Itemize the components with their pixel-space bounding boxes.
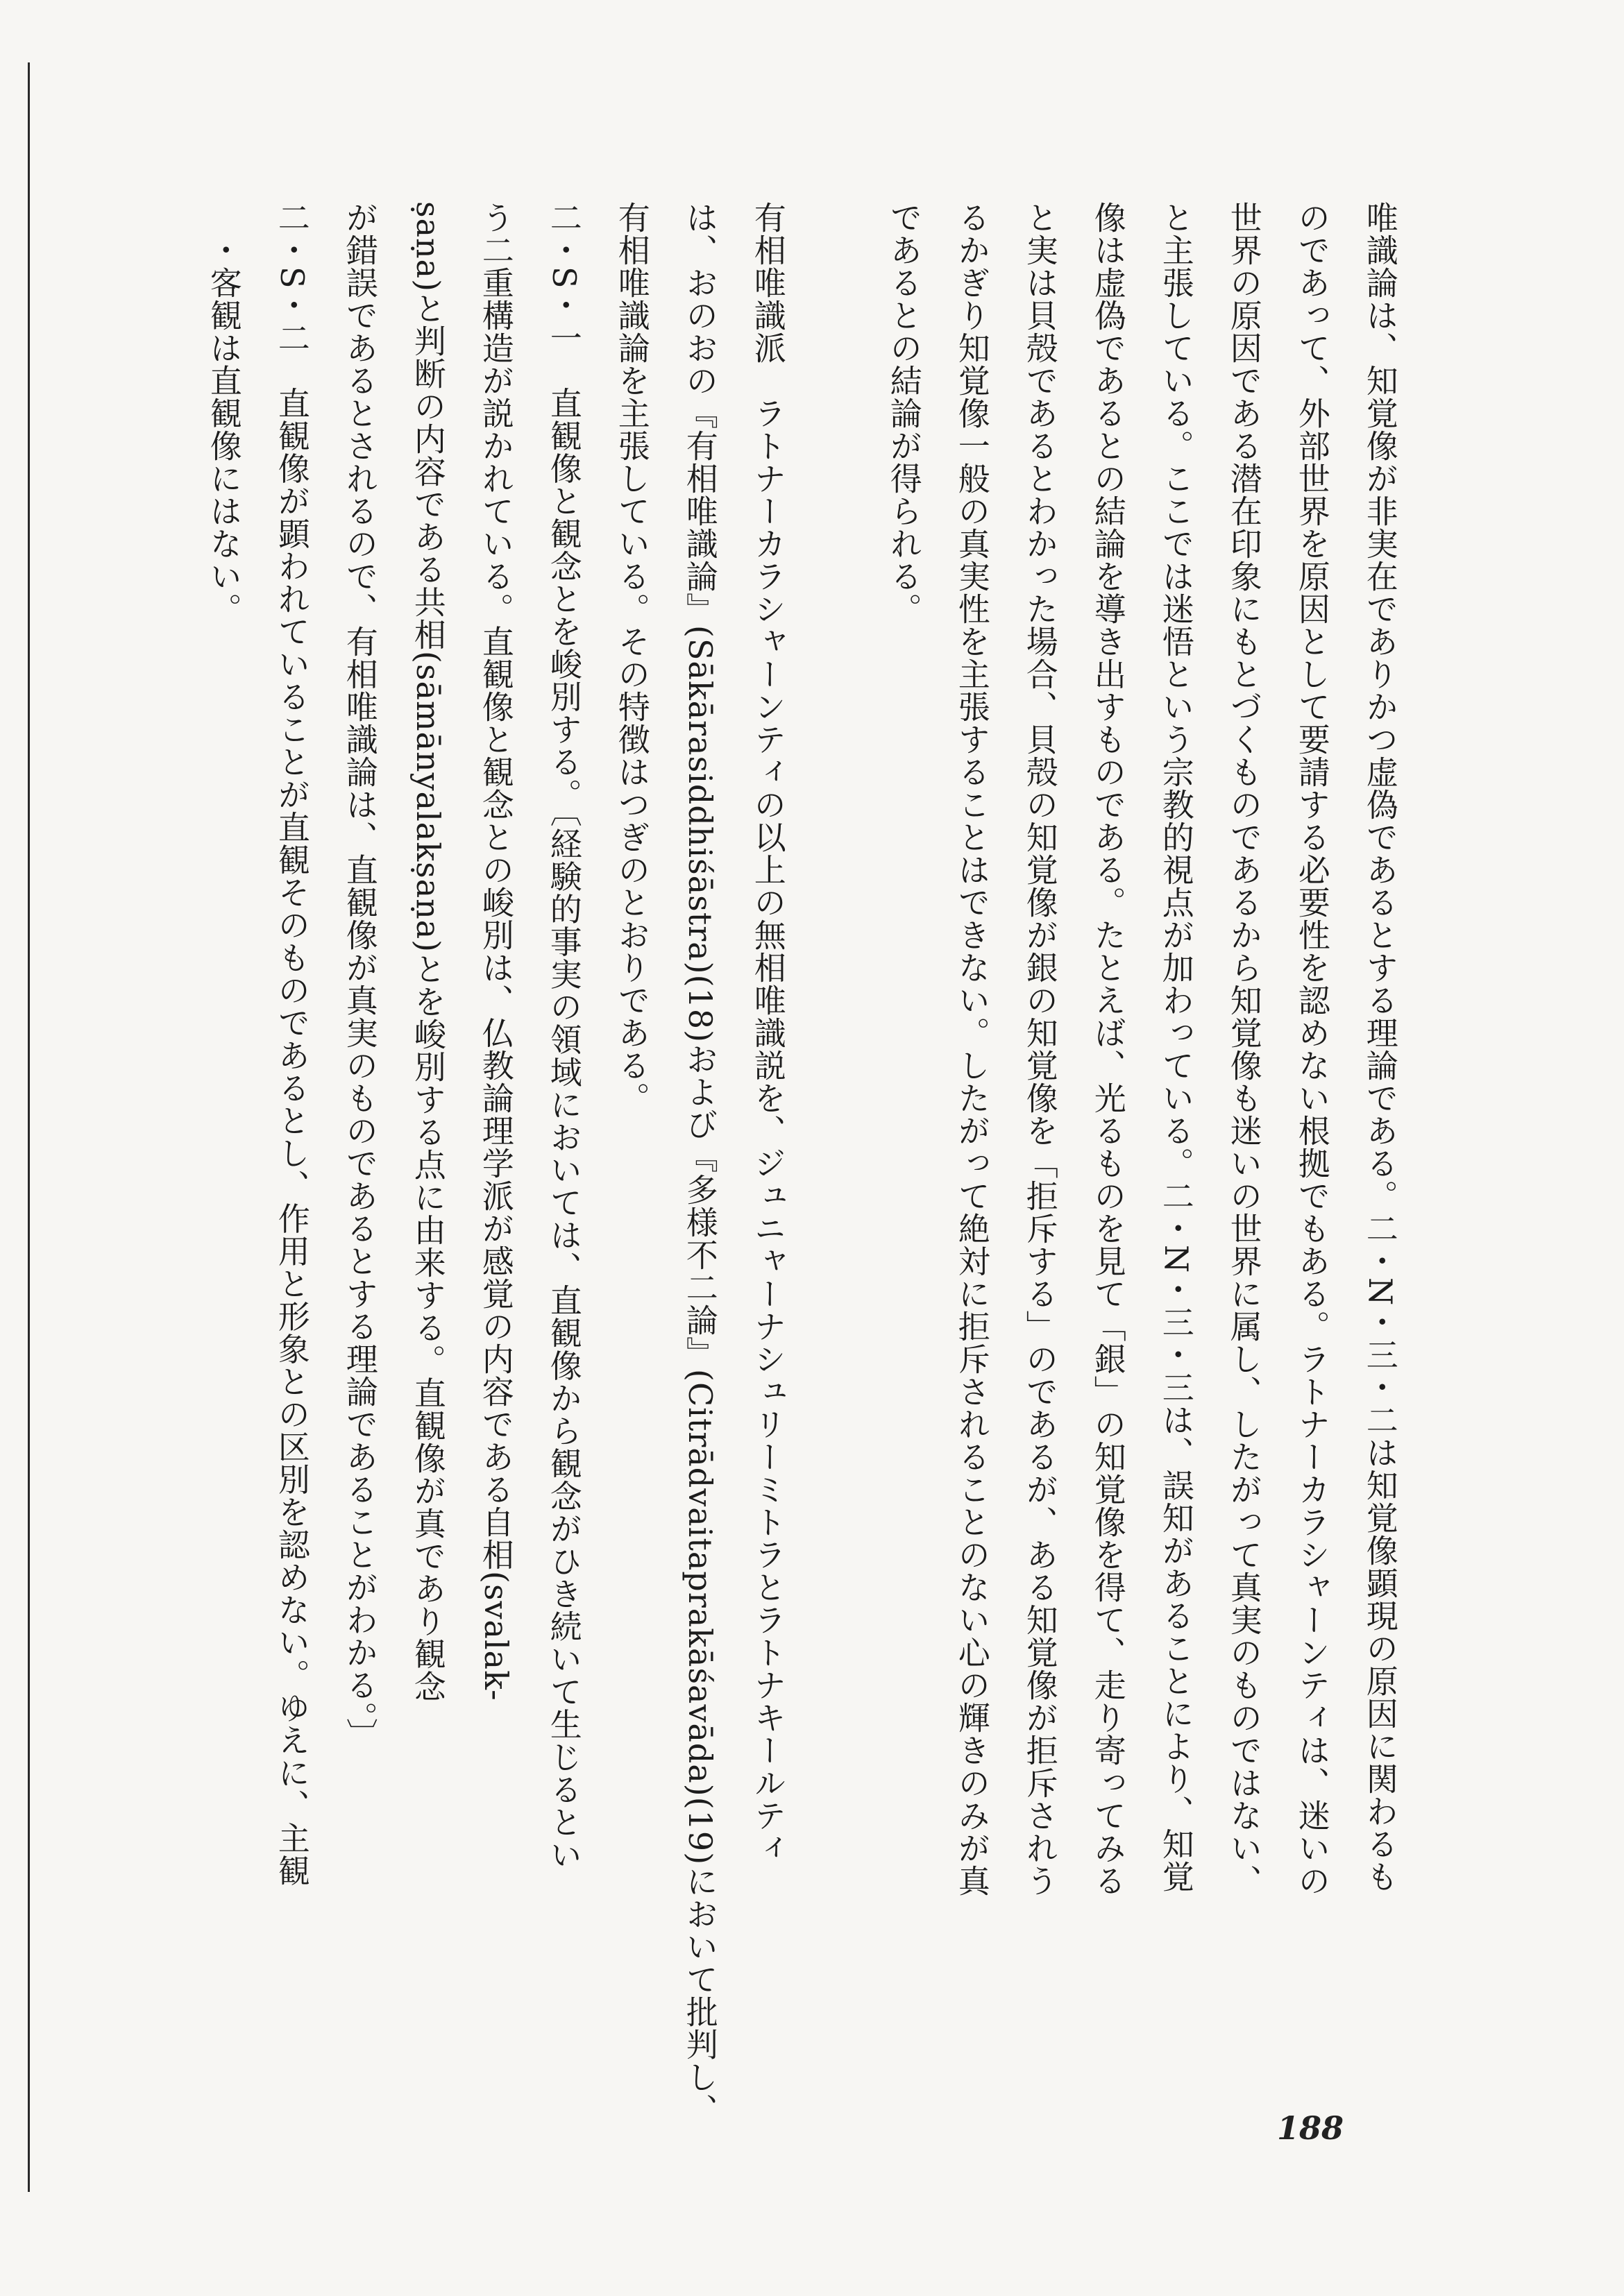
text-column: ・客観は直観像にはない。 (205, 201, 243, 625)
text-column: 有相唯識論を主張している。その特徴はつぎのとおりである。 (613, 201, 651, 1114)
text-column: と実は貝殻であるとわかった場合、貝殻の知覚像が銀の知覚像を「拒斥する」のであるが、ある知覚像が拒斥されう (1021, 201, 1059, 1897)
text-column: であるとの結論が得られる。 (885, 201, 923, 625)
text-column: 像は虚偽であるとの結論を導き出すものである。たとえば、光るものを見て「銀」の知覚像を得て、走り寄ってみる (1089, 201, 1127, 1897)
binding-edge-line (28, 62, 30, 2192)
page-number: 188 (1277, 2109, 1344, 2147)
text-column: と主張している。ここでは迷悟という宗教的視点が加わっている。二・N・三・三は、誤知があることにより、知覚 (1157, 201, 1195, 1894)
text-column: う二重構造が説かれている。直観像と観念との峻別は、仏教論理学派が感覚の内容である自相(svalak- (477, 201, 515, 1701)
text-column: るかぎり知覚像一般の真実性を主張することはできない。したがって絶対に拒斥されることのない心の輝きのみが真 (953, 201, 991, 1897)
section-heading-column: 有相唯識派 ラトナーカラシャーンティの以上の無相唯識説を、ジュニャーナシュリーミトラとラトナキールティ (749, 201, 787, 1864)
text-column: 唯識論は、知覚像が非実在でありかつ虚偽であるとする理論である。二・N・三・二は知覚像顕現の原因に関わるも (1361, 201, 1399, 1894)
text-column: のであって、外部世界を原因として要請する必要性を認めない根拠でもある。ラトナーカラシャーンティは、迷いの (1293, 201, 1331, 1897)
text-column: が錯誤であるとされるので、有相唯識論は、直観像が真実のものであるとする理論であることがわかる。〕 (341, 201, 379, 1751)
thesis-column: 二・S・一 直観像と観念とを峻別する。〔経験的事実の領域においては、直観像から観念がひき続いて生じるとい (545, 201, 583, 1871)
text-column: は、おのおの『有相唯識論』(Sākārasiddhiśāstra)(18)および『多様不二論』(Citrādvaitaprakāśavāda)(19)において批判し、 (681, 201, 719, 2127)
text-column: 世界の原因である潜在印象にもとづくものであるから知覚像も迷いの世界に属し、したがって真実のものではない、 (1225, 201, 1263, 1897)
text-column: ṣaṇa)と判断の内容である共相(sāmānyalakṣaṇa)とを峻別する点に由来する。直観像が真であり観念 (409, 201, 447, 1703)
thesis-column: 二・S・二 直観像が顕われていることが直観そのものであるとし、作用と形象との区別を認めない。ゆえに、主観 (273, 201, 311, 1887)
